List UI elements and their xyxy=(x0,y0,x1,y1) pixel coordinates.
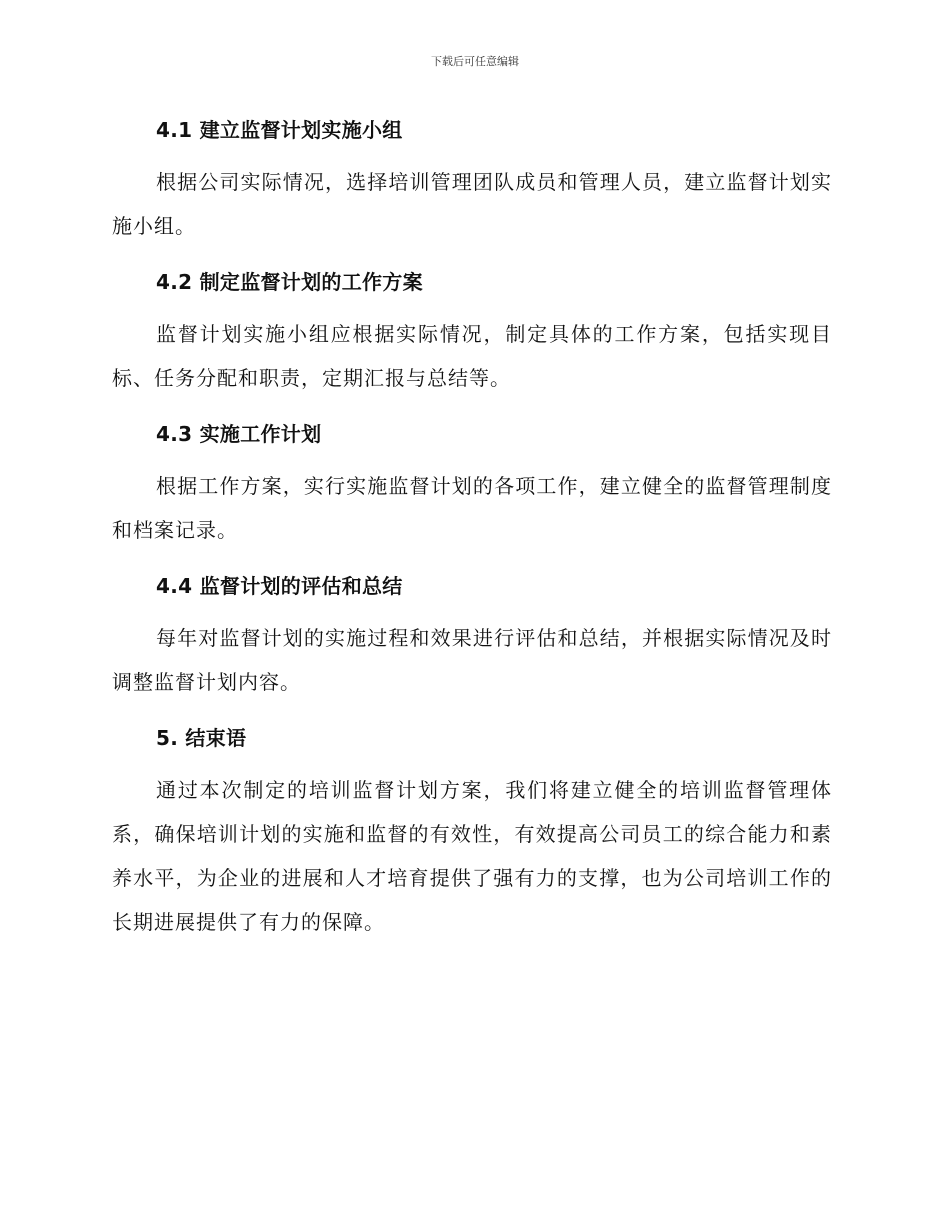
section-paragraph-5: 通过本次制定的培训监督计划方案，我们将建立健全的培训监督管理体系，确保培训计划的实施和监督的有效性，有效提高公司员工的综合能力和素养水平，为企业的进展和人才培育提供了强有力的支撑，也为公司培训工作的长期进展提供了有力的保障。 xyxy=(112,778,832,934)
page-header: 下载后可任意编辑 xyxy=(431,55,519,68)
section-paragraph-4-2: 监督计划实施小组应根据实际情况，制定具体的工作方案，包括实现目标、任务分配和职责，定期汇报与总结等。 xyxy=(112,322,832,390)
section-heading-4-2: 4.2 制定监督计划的工作方案 xyxy=(156,270,423,294)
section-heading-4-1: 4.1 建立监督计划实施小组 xyxy=(156,118,403,142)
section-paragraph-4-4: 每年对监督计划的实施过程和效果进行评估和总结，并根据实际情况及时调整监督计划内容。 xyxy=(112,626,832,694)
section-heading-4-4: 4.4 监督计划的评估和总结 xyxy=(156,574,403,598)
section-heading-4-3: 4.3 实施工作计划 xyxy=(156,422,322,446)
document-body xyxy=(112,110,832,944)
section-paragraph-4-3: 根据工作方案，实行实施监督计划的各项工作，建立健全的监督管理制度和档案记录。 xyxy=(112,474,832,542)
section-heading-5: 5. 结束语 xyxy=(156,726,247,750)
section-paragraph-4-1: 根据公司实际情况，选择培训管理团队成员和管理人员，建立监督计划实施小组。 xyxy=(112,170,832,238)
